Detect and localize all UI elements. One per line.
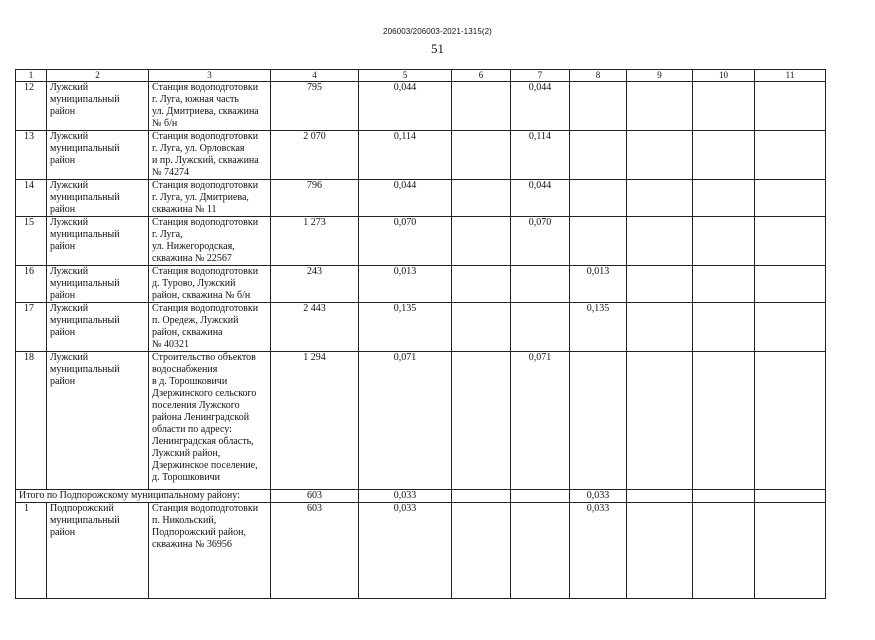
value-cell-5: 0,044 [359, 82, 452, 131]
value-cell-9 [627, 303, 693, 352]
row-number: 1 [16, 503, 47, 599]
district-cell: Подпорожский муниципальный район [47, 503, 149, 599]
value-cell-8 [570, 82, 627, 131]
value-cell-4: 796 [271, 180, 359, 217]
value-cell-8 [570, 131, 627, 180]
value-cell-10 [693, 352, 755, 490]
value-cell-9 [627, 503, 693, 599]
district-cell: Лужский муниципальный район [47, 180, 149, 217]
object-cell: Станция водоподготовки г. Луга, южная часть ул. Дмитриева, скважина № б/н [149, 82, 271, 131]
total-value-9 [627, 490, 693, 503]
column-header-8: 8 [570, 70, 627, 82]
row-number: 17 [16, 303, 47, 352]
total-row [16, 490, 826, 503]
district-cell: Лужский муниципальный район [47, 131, 149, 180]
column-header-3: 3 [149, 70, 271, 82]
value-cell-7: 0,070 [511, 217, 570, 266]
table-row [16, 217, 826, 266]
value-cell-11 [755, 266, 826, 303]
value-cell-9 [627, 131, 693, 180]
total-value-7 [511, 490, 570, 503]
district-cell: Лужский муниципальный район [47, 303, 149, 352]
district-cell: Лужский муниципальный район [47, 217, 149, 266]
column-header-9: 9 [627, 70, 693, 82]
object-cell: Строительство объектов водоснабжения в д. Торошковичи Дзержинского сельского поселения Лужского района Ленинградской области по адресу: Ленинградская область, Лужский район, Дзержинское поселение, д. Торошковичи [149, 352, 271, 490]
row-number: 16 [16, 266, 47, 303]
value-cell-11 [755, 303, 826, 352]
value-cell-4: 2 443 [271, 303, 359, 352]
column-header-4: 4 [271, 70, 359, 82]
value-cell-6 [452, 303, 511, 352]
value-cell-6 [452, 217, 511, 266]
value-cell-7 [511, 266, 570, 303]
value-cell-8 [570, 180, 627, 217]
value-cell-6 [452, 503, 511, 599]
table-row [16, 266, 826, 303]
total-value-10 [693, 490, 755, 503]
table-body [16, 70, 826, 599]
table-row [16, 303, 826, 352]
value-cell-5: 0,033 [359, 503, 452, 599]
table-row [16, 82, 826, 131]
value-cell-10 [693, 131, 755, 180]
value-cell-9 [627, 352, 693, 490]
value-cell-4: 243 [271, 266, 359, 303]
table-row [16, 352, 826, 490]
column-header-10: 10 [693, 70, 755, 82]
data-table [15, 69, 826, 599]
value-cell-4: 2 070 [271, 131, 359, 180]
table-header-row [16, 70, 826, 82]
value-cell-10 [693, 503, 755, 599]
value-cell-5: 0,135 [359, 303, 452, 352]
column-header-6: 6 [452, 70, 511, 82]
value-cell-6 [452, 352, 511, 490]
value-cell-7: 0,071 [511, 352, 570, 490]
value-cell-8: 0,033 [570, 503, 627, 599]
value-cell-5: 0,070 [359, 217, 452, 266]
value-cell-10 [693, 180, 755, 217]
value-cell-10 [693, 303, 755, 352]
value-cell-7: 0,044 [511, 82, 570, 131]
table-row [16, 503, 826, 599]
value-cell-4: 795 [271, 82, 359, 131]
total-label: Итого по Подпорожскому муниципальному району: [16, 490, 271, 503]
column-header-7: 7 [511, 70, 570, 82]
object-cell: Станция водоподготовки г. Луга, ул. Дмитриева, скважина № 11 [149, 180, 271, 217]
district-cell: Лужский муниципальный район [47, 82, 149, 131]
value-cell-6 [452, 131, 511, 180]
value-cell-11 [755, 180, 826, 217]
column-header-2: 2 [47, 70, 149, 82]
value-cell-6 [452, 82, 511, 131]
value-cell-10 [693, 217, 755, 266]
row-number: 12 [16, 82, 47, 131]
value-cell-5: 0,013 [359, 266, 452, 303]
value-cell-7 [511, 503, 570, 599]
row-number: 15 [16, 217, 47, 266]
value-cell-9 [627, 266, 693, 303]
total-value-11 [755, 490, 826, 503]
column-header-1: 1 [16, 70, 47, 82]
value-cell-11 [755, 352, 826, 490]
column-header-11: 11 [755, 70, 826, 82]
district-cell: Лужский муниципальный район [47, 352, 149, 490]
row-number: 13 [16, 131, 47, 180]
value-cell-11 [755, 131, 826, 180]
value-cell-8 [570, 352, 627, 490]
value-cell-11 [755, 503, 826, 599]
object-cell: Станция водоподготовки г. Луга, ул. Нижегородская, скважина № 22567 [149, 217, 271, 266]
value-cell-6 [452, 180, 511, 217]
table-row [16, 180, 826, 217]
object-cell: Станция водоподготовки п. Оредеж, Лужский район, скважина № 40321 [149, 303, 271, 352]
total-value-6 [452, 490, 511, 503]
value-cell-8: 0,135 [570, 303, 627, 352]
value-cell-10 [693, 266, 755, 303]
total-value-5: 0,033 [359, 490, 452, 503]
value-cell-11 [755, 82, 826, 131]
document-id: 206003/206003-2021-1315(2) [383, 27, 492, 36]
value-cell-8 [570, 217, 627, 266]
object-cell: Станция водоподготовки д. Турово, Лужский район, скважина № б/н [149, 266, 271, 303]
value-cell-5: 0,044 [359, 180, 452, 217]
total-value-4: 603 [271, 490, 359, 503]
value-cell-6 [452, 266, 511, 303]
value-cell-7: 0,114 [511, 131, 570, 180]
object-cell: Станция водоподготовки г. Луга, ул. Орловская и пр. Лужский, скважина № 74274 [149, 131, 271, 180]
row-number: 18 [16, 352, 47, 490]
value-cell-5: 0,071 [359, 352, 452, 490]
column-header-5: 5 [359, 70, 452, 82]
row-number: 14 [16, 180, 47, 217]
value-cell-11 [755, 217, 826, 266]
value-cell-4: 1 273 [271, 217, 359, 266]
value-cell-9 [627, 82, 693, 131]
value-cell-4: 603 [271, 503, 359, 599]
value-cell-7 [511, 303, 570, 352]
value-cell-9 [627, 217, 693, 266]
object-cell: Станция водоподготовки п. Никольский, Подпорожский район, скважина № 36956 [149, 503, 271, 599]
page-number: 51 [431, 41, 444, 56]
district-cell: Лужский муниципальный район [47, 266, 149, 303]
value-cell-4: 1 294 [271, 352, 359, 490]
table-row [16, 131, 826, 180]
value-cell-8: 0,013 [570, 266, 627, 303]
total-value-8: 0,033 [570, 490, 627, 503]
value-cell-7: 0,044 [511, 180, 570, 217]
value-cell-9 [627, 180, 693, 217]
value-cell-10 [693, 82, 755, 131]
value-cell-5: 0,114 [359, 131, 452, 180]
